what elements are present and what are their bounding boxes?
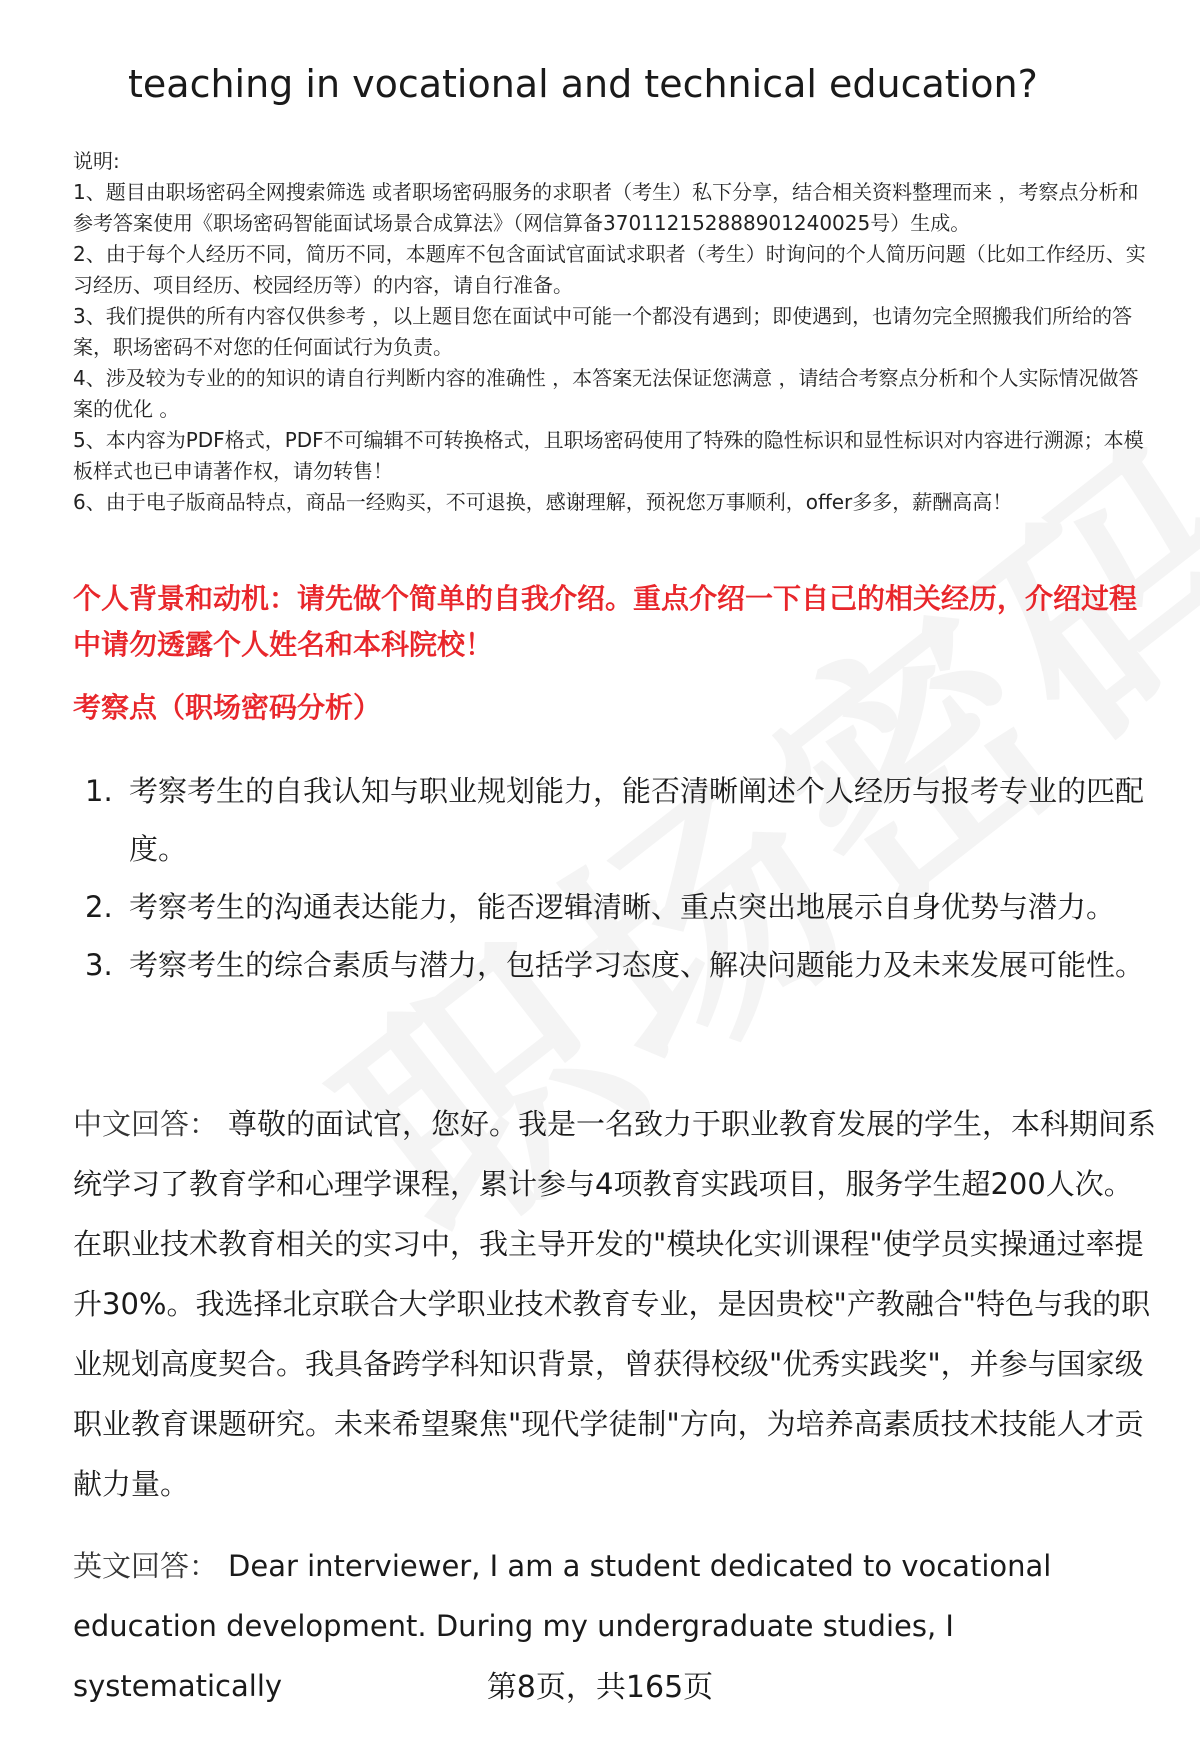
chinese-answer <box>73 1094 1158 1514</box>
english-answer-text: Dear interviewer, I am a student dedicated to vocational education development. During my undergraduate studies, I systematically <box>73 1549 1052 1703</box>
list-item-number: 3. <box>85 948 113 982</box>
english-answer-label: 英文回答： <box>73 1549 219 1583</box>
chinese-answer-label: 中文回答： <box>73 1107 219 1141</box>
list-item-number: 1. <box>85 774 113 808</box>
notes-item: 2、由于每个人经历不同，简历不同，本题库不包含面试官面试求职者（考生）时询问的个人简历问题（比如工作经历、实习经历、项目经历、校园经历等）的内容，请自行准备。 <box>73 242 1146 297</box>
notes-item: 1、题目由职场密码全网搜索筛选 或者职场密码服务的求职者（考生）私下分享，结合相关资料整理而来 ，考察点分析和参考答案使用《职场密码智能面试场景合成算法》（网信算备370112152888901240025号）生成。 <box>73 180 1139 235</box>
notes-item: 6、由于电子版商品特点，商品一经购买，不可退换，感谢理解，预祝您万事顺利，offer多多，薪酬高高！ <box>73 490 1013 514</box>
notes-title: 说明: <box>73 149 120 173</box>
analysis-heading: 考察点（职场密码分析） <box>73 691 382 724</box>
analysis-points-list <box>73 762 1158 994</box>
list-item-number: 2. <box>85 890 113 924</box>
list-item <box>73 936 1158 994</box>
question-heading: 个人背景和动机：请先做个简单的自我介绍。重点介绍一下自己的相关经历，介绍过程中请勿透露个人姓名和本科院校！ <box>73 582 1138 661</box>
notes-item: 5、本内容为PDF格式，PDF不可编辑不可转换格式，且职场密码使用了特殊的隐性标识和显性标识对内容进行溯源；本模板样式也已申请著作权，请勿转售！ <box>73 428 1144 483</box>
list-item <box>73 762 1158 878</box>
notes-block <box>73 146 1158 518</box>
list-item-text: 考察考生的自我认知与职业规划能力，能否清晰阐述个人经历与报考专业的匹配度。 <box>129 774 1145 866</box>
page-footer: 第8页，共165页 <box>486 1670 714 1705</box>
list-item-text: 考察考生的综合素质与潜力，包括学习态度、解决问题能力及未来发展可能性。 <box>129 948 1145 982</box>
notes-item: 3、我们提供的所有内容仅供参考 ，以上题目您在面试中可能一个都没有遇到；即使遇到，也请勿完全照搬我们所给的答案，职场密码不对您的任何面试行为负责。 <box>73 304 1133 359</box>
list-item-text: 考察考生的沟通表达能力，能否逻辑清晰、重点突出地展示自身优势与潜力。 <box>129 890 1116 924</box>
chinese-answer-text: 尊敬的面试官，您好。我是一名致力于职业教育发展的学生，本科期间系统学习了教育学和心理学课程，累计参与4项教育实践项目，服务学生超200人次。在职业技术教育相关的实习中，我主导开发的"模块化实训课程"使学员实操通过率提升30%。我选择北京联合大学职业技术教育专业，是因贵校"产教融合"特色与我的职业规划高度契合。我具备跨学科知识背景，曾获得校级"优秀实践奖"，并参与国家级职业教育课题研究。未来希望聚焦"现代学徒制"方向，为培养高素质技术技能人才贡献力量。 <box>73 1107 1157 1501</box>
notes-item: 4、涉及较为专业的的知识的请自行判断内容的准确性 ，本答案无法保证您满意 ，请结合考察点分析和个人实际情况做答案的优化 。 <box>73 366 1139 421</box>
question-tail: teaching in vocational and technical education? <box>128 62 1038 106</box>
list-item <box>73 878 1158 936</box>
